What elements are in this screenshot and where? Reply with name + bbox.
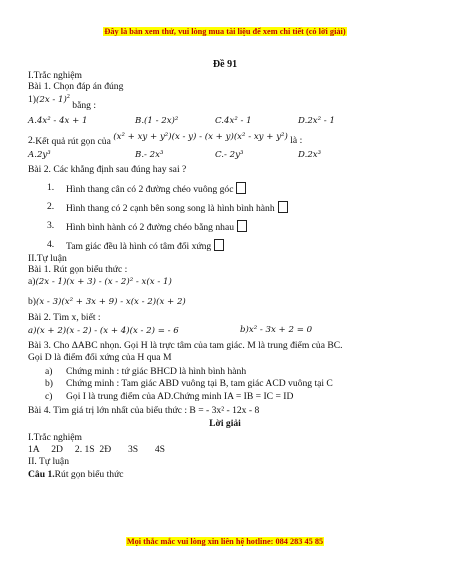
q1-sub2-suffix: là : [290, 135, 303, 146]
b1-heading: Bài 1. Rút gọn biểu thức : [28, 264, 128, 275]
preview-banner-text: Đây là bản xem thử, vui lòng mua tài liệu để xem chi tiết (có lời giải) [104, 27, 346, 36]
q1-sub1-option-b: B.(1 - 2x)² [135, 116, 179, 126]
q2-item-number: 1. [47, 182, 55, 193]
q1-sub2-option-d: D.2x³ [298, 150, 322, 160]
part1-heading: I.Trắc nghiệm [28, 70, 83, 81]
b3-item-label: b) [45, 378, 53, 389]
q1-sub2 [28, 131, 303, 147]
b2-heading: Bài 2. Tìm x, biết : [28, 312, 101, 323]
q1-sub1-expr: (2x - 1) [36, 95, 67, 105]
q2-item-text: Hình thang cân có 2 đường chéo vuông góc [66, 184, 234, 195]
q1-sub1-option-d: D.2x² - 1 [298, 116, 335, 126]
solution-part2-heading: II. Tự luận [28, 456, 69, 467]
b1-a [28, 276, 172, 288]
page-title: Đề 91 [212, 59, 238, 70]
solution-cau1-text: Rút gọn biểu thức [54, 469, 124, 480]
b2-a: a)(x + 2)(x - 2) - (x + 4)(x - 2) = - 6 [28, 326, 179, 336]
b3-item-label: a) [45, 366, 53, 377]
q1-heading: Bài 1. Chọn đáp án đúng [28, 81, 124, 92]
true-false-checkbox[interactable] [237, 220, 247, 232]
q1-sub2-option-b: B.- 2x³ [135, 150, 164, 160]
preview-banner [0, 27, 450, 36]
true-false-checkbox[interactable] [278, 201, 288, 213]
q2-item-text: Hình bình hành có 2 đường chéo bằng nhau [66, 222, 235, 233]
solution-answers: 1A 2D 2. 1S 2Đ 3S 4S [28, 444, 165, 455]
q1-sub1-prefix: 1) [28, 94, 36, 105]
q1-sub1-option-c: C.4x² - 1 [215, 116, 252, 126]
q1-sub1 [28, 94, 96, 111]
b1-b [28, 296, 186, 308]
b3-item-text: Chứng minh : Tam giác ABD vuông tại B, tam giác ACD vuông tại C [66, 378, 333, 389]
solution-part1-heading: I.Trắc nghiệm [28, 432, 83, 443]
q2-item-number: 3. [47, 220, 55, 231]
q1-sub2-expr: (x² + xy + y²)(x - y) - (x + y)(x² - xy + y²) [113, 132, 288, 142]
q1-sub2-option-c: C.- 2y³ [215, 150, 244, 160]
q2-item [66, 201, 288, 214]
b3-line2: Gọi D là điểm đối xứng của H qua M [28, 352, 172, 363]
b1-a-label: a) [28, 276, 36, 287]
q2-item-number: 2. [47, 201, 55, 212]
hotline-banner-text: Mọi thắc mắc vui lòng xin liên hệ hotline: 084 283 45 85 [126, 537, 324, 546]
solution-title: Lời giải [209, 418, 241, 429]
q1-sub1-exp: 2 [66, 94, 70, 100]
b2-b: b)x² - 3x + 2 = 0 [240, 325, 313, 335]
b3-line1: Bài 3. Cho ΔABC nhọn. Gọi H là trực tâm của tam giác. M là trung điểm của BC. [28, 340, 343, 351]
part2-heading: II.Tự luận [28, 253, 67, 264]
q2-item [66, 182, 246, 195]
q2-item [66, 220, 247, 233]
q2-item-text: Tam giác đều là hình có tâm đối xứng [66, 241, 212, 252]
b3-item-label: c) [45, 391, 53, 402]
b3-item-text: Gọi I là trung điểm của AD.Chứng minh IA = IB = IC = ID [66, 391, 294, 402]
q2-item [66, 239, 224, 252]
hotline-banner [0, 537, 450, 546]
true-false-checkbox[interactable] [236, 182, 246, 194]
q1-sub1-suffix: bằng : [72, 100, 96, 111]
solution-cau1 [28, 469, 124, 481]
q2-heading: Bài 2. Các khẳng định sau đúng hay sai ? [28, 164, 187, 175]
q1-sub2-prefix: 2. [28, 135, 36, 146]
b3-item-text: Chứng minh : tứ giác BHCD là hình bình hành [66, 366, 247, 377]
q2-item-text: Hình thang có 2 cạnh bên song song là hình bình hành [66, 203, 275, 214]
q1-sub2-text: Kết quả rút gọn của [35, 136, 111, 147]
b1-a-expr: (2x - 1)(x + 3) - (x - 2)² - x(x - 1) [35, 277, 172, 287]
q1-sub1-option-a: A.4x² - 4x + 1 [28, 116, 88, 126]
true-false-checkbox[interactable] [214, 239, 224, 251]
b4: Bài 4. Tìm giá trị lớn nhất của biểu thức : B = - 3x² - 12x - 8 [28, 405, 260, 416]
q1-sub2-option-a: A.2y³ [28, 150, 51, 160]
solution-cau1-label: Câu 1. [28, 469, 55, 480]
b1-b-label: b) [28, 296, 36, 307]
b1-b-expr: (x - 3)(x² + 3x + 9) - x(x - 2)(x + 2) [36, 297, 186, 307]
q2-item-number: 4. [47, 239, 55, 250]
